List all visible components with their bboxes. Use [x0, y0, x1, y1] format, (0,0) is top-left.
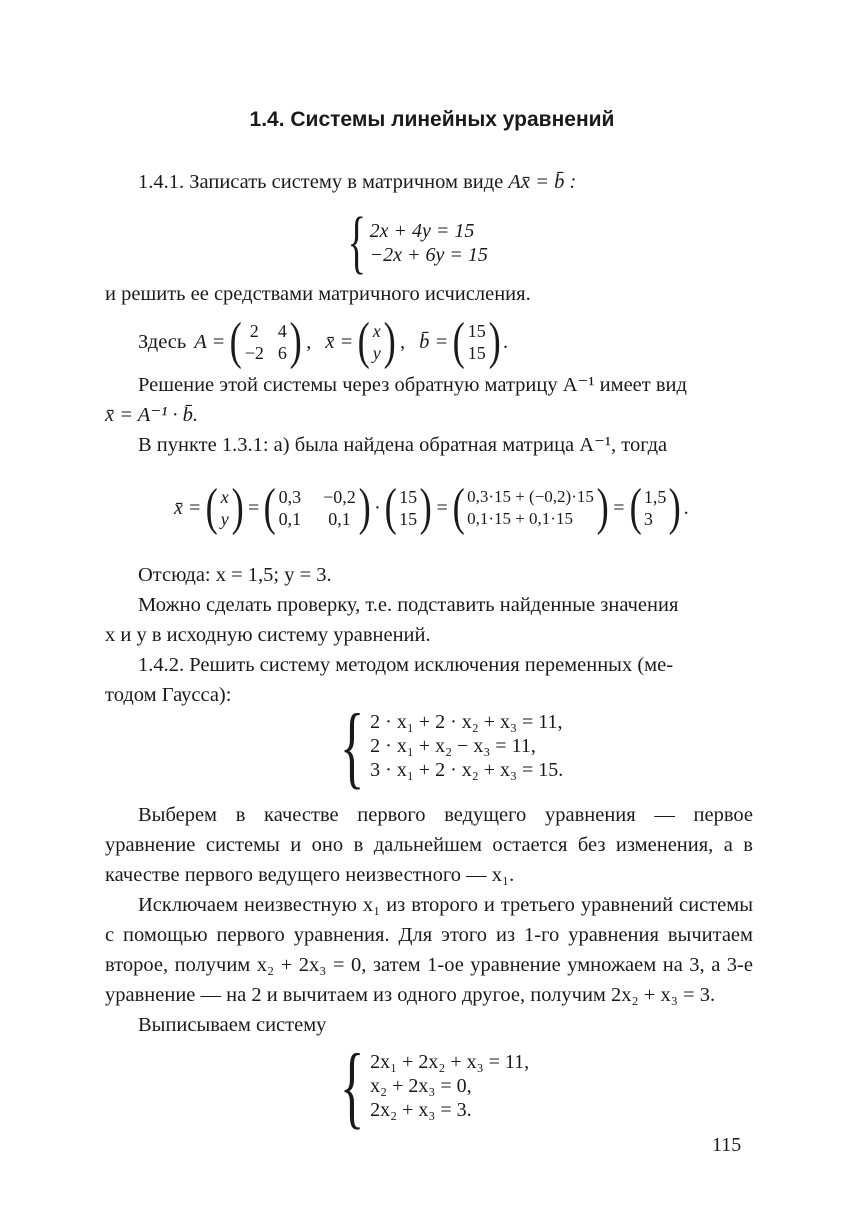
- vector-b-cell: 15: [467, 343, 486, 363]
- final-eq2: x₂ + 2x₃ = 0,: [370, 1075, 472, 1097]
- calc-vector-b: ( 15 15 ): [384, 479, 432, 536]
- task1-system: [340, 204, 488, 281]
- task2-system: [330, 695, 564, 797]
- reference-text: В пункте 1.3.1: а) была найдена обратная матрица A⁻¹, тогда: [138, 434, 668, 456]
- matrix-A: ( 2 4 −2 6 ): [229, 313, 302, 370]
- task1-solution: [105, 370, 753, 460]
- task2-eq1: 2 · x₁ + 2 · x₂ + x₃ = 11,: [370, 711, 563, 733]
- calc-cell: 3: [643, 509, 653, 529]
- task2-final-system: [330, 1035, 530, 1137]
- solution-formula: x̄ = A⁻¹ · b̄.: [105, 404, 199, 426]
- calc-cell: 15: [399, 509, 418, 529]
- task1-answer: Отсюда: x = 1,5; y = 3.: [138, 564, 332, 586]
- calc-inverse-matrix: ( 0,3 −0,2 0,1 0,1 ): [263, 479, 371, 536]
- task1-intro-eq: Ax̄ = b̄ :: [508, 171, 577, 193]
- check-text-2: x и y в исходную систему уравнений.: [105, 624, 431, 646]
- task1-definitions: Здесь A = ( 2 4 −2 6 ) , x̄ = ( x y ) , b̄ = ( 15 15 ) .: [138, 313, 509, 370]
- task1-calculation: x̄ = ( x y ) = ( 0,3 −0,2 0,1 0,1 ) · ( 15 15 ) = ( 0,3·15 + (−0,2)·15 0,1·15 + 0,1·15 ) = ( 1,5 3 ) .: [174, 479, 689, 536]
- vector-x-cell: y: [372, 343, 381, 363]
- task2-para1: Выберем в качестве первого ведущего уравнения — первое уравнение системы и оно в дальнейшем остается без изменения, а в качестве первого ведущего неизвестного — x₁.: [105, 804, 753, 886]
- task1-eq2: −2x + 6y = 15: [369, 244, 488, 266]
- vector-x: ( x y ): [357, 313, 396, 370]
- final-eq3: 2x₂ + x₃ = 3.: [370, 1099, 472, 1121]
- task2-eq2: 2 · x₁ + x₂ − x₃ = 11,: [370, 735, 536, 757]
- final-eq1: 2x₁ + 2x₂ + x₃ = 11,: [370, 1051, 530, 1073]
- task1-eq1: 2x + 4y = 15: [369, 220, 475, 242]
- task2-explanation: [105, 800, 753, 1040]
- left-brace: {: [339, 1035, 365, 1137]
- calc-cell: 15: [399, 487, 418, 507]
- task2-intro-1: 1.4.2. Решить систему методом исключения переменных (ме-: [138, 654, 674, 676]
- here-label: Здесь: [138, 330, 187, 353]
- calc-cell: y: [220, 509, 229, 529]
- task1-after-text: и решить ее средствами матричного исчисления.: [105, 283, 531, 305]
- vector-x-cell: x: [372, 321, 381, 341]
- matrix-A-cell: −2: [244, 343, 264, 363]
- calc-cell: 0,3: [278, 487, 302, 507]
- calc-cell: 0,1: [278, 509, 302, 529]
- calc-cell: 0,3·15 + (−0,2)·15: [467, 487, 594, 506]
- matrix-A-cell: 6: [277, 343, 287, 363]
- calc-lhs: x̄ =: [174, 496, 202, 519]
- task1-intro-text: 1.4.1. Записать систему в матричном виде: [138, 171, 504, 193]
- calc-result: ( 1,5 3 ): [629, 479, 682, 536]
- vector-b-cell: 15: [467, 321, 486, 341]
- task2-intro-2: тодом Гаусса):: [105, 684, 232, 706]
- A-label: A =: [194, 330, 226, 353]
- calc-cell: 1,5: [643, 487, 667, 507]
- b-label: b̄ =: [419, 330, 449, 353]
- calc-cell: 0,1: [328, 509, 351, 529]
- calc-vector-xy: ( x y ): [205, 479, 244, 536]
- task1-intro: [105, 167, 753, 197]
- section-heading: 1.4. Системы линейных уравнений: [249, 108, 615, 131]
- calc-expanded: ( 0,3·15 + (−0,2)·15 0,1·15 + 0,1·15 ): [452, 479, 609, 536]
- matrix-A-cell: 2: [249, 321, 259, 341]
- check-text-1: Можно сделать проверку, т.е. подставить найденные значения: [138, 594, 679, 616]
- vector-b: ( 15 15 ): [452, 313, 501, 370]
- calc-cell: −0,2: [323, 487, 356, 507]
- task2-para3: Выписываем систему: [138, 1014, 327, 1036]
- task2-eq3: 3 · x₁ + 2 · x₂ + x₃ = 15.: [370, 759, 564, 781]
- solution-text: Решение этой системы через обратную матрицу A⁻¹ имеет вид: [138, 374, 687, 396]
- task2-para2: Исключаем неизвестную x₁ из второго и третьего уравнений системы с помощью первого уравнения. Для этого из 1-го уравнения вычитаем второе, получим x₂ + 2x₃ = 0, затем 1-ое уравнение умножаем на 3, а 3-е уравнение — на 2 и вычитаем из одного другое, получим 2x₂ + x₃ = 3.: [105, 894, 753, 1006]
- x-label: x̄ =: [325, 330, 354, 353]
- left-brace: {: [339, 695, 365, 797]
- calc-cell: 0,1·15 + 0,1·15: [467, 509, 573, 528]
- page-number: 115: [712, 1134, 742, 1156]
- calc-cell: x: [220, 487, 229, 507]
- task1-after: [105, 279, 753, 309]
- left-brace: {: [347, 204, 367, 281]
- task1-answer-block: [105, 560, 753, 710]
- matrix-A-cell: 4: [277, 321, 287, 341]
